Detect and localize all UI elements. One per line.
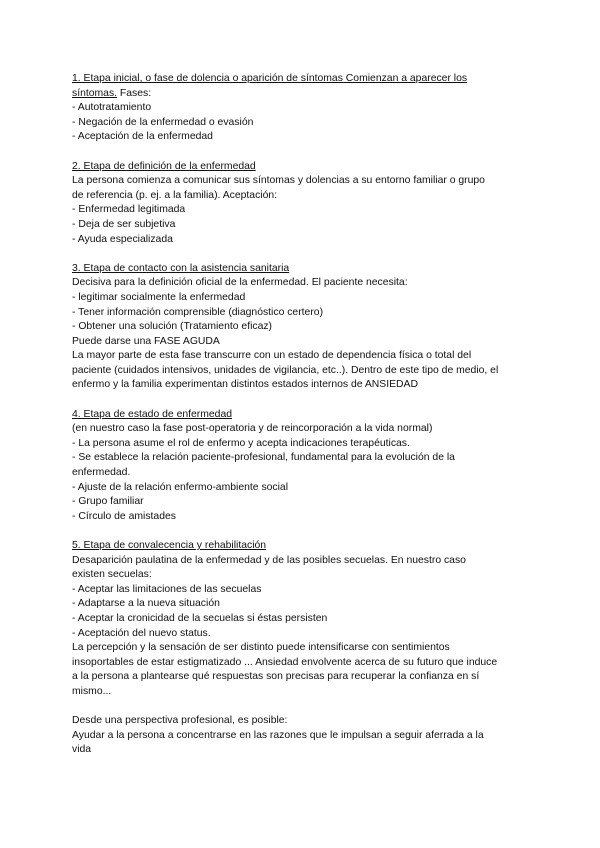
section-1-heading-tail: Fases: <box>117 87 152 99</box>
list-item: - Tener información comprensible (diagnóstico certero) <box>72 306 324 318</box>
list-item: - Deja de ser subjetiva <box>72 218 176 230</box>
section-1-heading: 1. Etapa inicial, o fase de dolencia o aparición de síntomas Comienzan a aparecer los <box>72 73 468 84</box>
text-line: Desaparición paulatina de la enfermedad y de las posibles secuelas. En nuestro caso <box>72 554 466 566</box>
text-line: vida <box>72 744 92 756</box>
text-line: enfermo y la familia experimentan distintos estados internos de ANSIEDAD <box>72 379 418 391</box>
list-item: - Aceptación de la enfermedad <box>72 131 213 143</box>
text-line: de referencia (p. ej. a la familia). Aceptación: <box>72 189 278 201</box>
list-item: - Aceptar la cronicidad de la secuelas si éstas persisten <box>72 612 328 624</box>
section-3-heading: 3. Etapa de contacto con la asistencia sanitaria <box>72 262 290 274</box>
section-1-heading-continued <box>72 87 540 102</box>
list-item: - Autotratamiento <box>72 102 152 114</box>
section-3 <box>72 262 540 393</box>
section-2 <box>72 160 540 248</box>
text-line: mismo... <box>72 685 112 697</box>
text-line: existen secuelas: <box>72 569 152 581</box>
text-line: Decisiva para la definición oficial de la enfermedad. El paciente necesita: <box>72 277 408 289</box>
list-item: - legitimar socialmente la enfermedad <box>72 291 246 303</box>
section-5 <box>72 539 540 700</box>
text-line: Puede darse una FASE AGUDA <box>72 335 220 347</box>
list-item: - Negación de la enfermedad o evasión <box>72 116 254 128</box>
list-item: - La persona asume el rol de enfermo y acepta indicaciones terapéuticas. <box>72 437 410 449</box>
list-item: - Círculo de amistades <box>72 510 176 522</box>
section-4-heading: 4. Etapa de estado de enfermedad <box>72 408 233 420</box>
text-line: Desde una perspectiva profesional, es posible: <box>72 715 288 727</box>
text-line: enfermedad. <box>72 467 131 479</box>
section-1 <box>72 72 540 145</box>
section-1-heading-part2: síntomas. <box>72 87 118 99</box>
section-5-heading: 5. Etapa de convalecencia y rehabilitación <box>72 540 267 551</box>
list-item: - Se establece la relación paciente-profesional, fundamental para la evolución de la <box>72 452 455 464</box>
text-line: insoportables de estar estigmatizado ... Ansiedad envolvente acerca de su futuro que induce <box>72 656 498 668</box>
list-item: - Grupo familiar <box>72 496 144 508</box>
text-line: Ayudar a la persona a concentrarse en las razones que le impulsan a seguir aferrada a la <box>72 729 484 741</box>
list-item: - Enfermedad legitimada <box>72 204 186 216</box>
text-line: La mayor parte de esta fase transcurre con un estado de dependencia física o total del <box>72 350 472 362</box>
section-4 <box>72 408 540 525</box>
text-line: (en nuestro caso la fase post-operatoria y de reincorporación a la vida normal) <box>72 423 433 435</box>
list-item: - Aceptar las limitaciones de las secuelas <box>72 583 262 595</box>
text-line: a la persona a plantearse qué respuestas son precisas para recuperar la confianza en sí <box>72 671 480 683</box>
text-line: paciente (cuidados intensivos, unidades de vigilancia, etc..). Dentro de este tipo de medio, el <box>72 364 499 376</box>
section-2-heading: 2. Etapa de definición de la enfermedad <box>72 160 256 172</box>
list-item: - Obtener una solución (Tratamiento eficaz) <box>72 321 273 333</box>
list-item: - Ayuda especializada <box>72 233 173 245</box>
text-line: La percepción y la sensación de ser distinto puede intensificarse con sentimientos <box>72 642 450 654</box>
text-line: La persona comienza a comunicar sus síntomas y dolencias a su entorno familiar o grupo <box>72 175 485 187</box>
closing-section <box>72 714 540 758</box>
list-item: - Adaptarse a la nueva situación <box>72 598 220 610</box>
list-item: - Ajuste de la relación enfermo-ambiente social <box>72 481 289 493</box>
list-item: - Aceptación del nuevo status. <box>72 627 211 639</box>
